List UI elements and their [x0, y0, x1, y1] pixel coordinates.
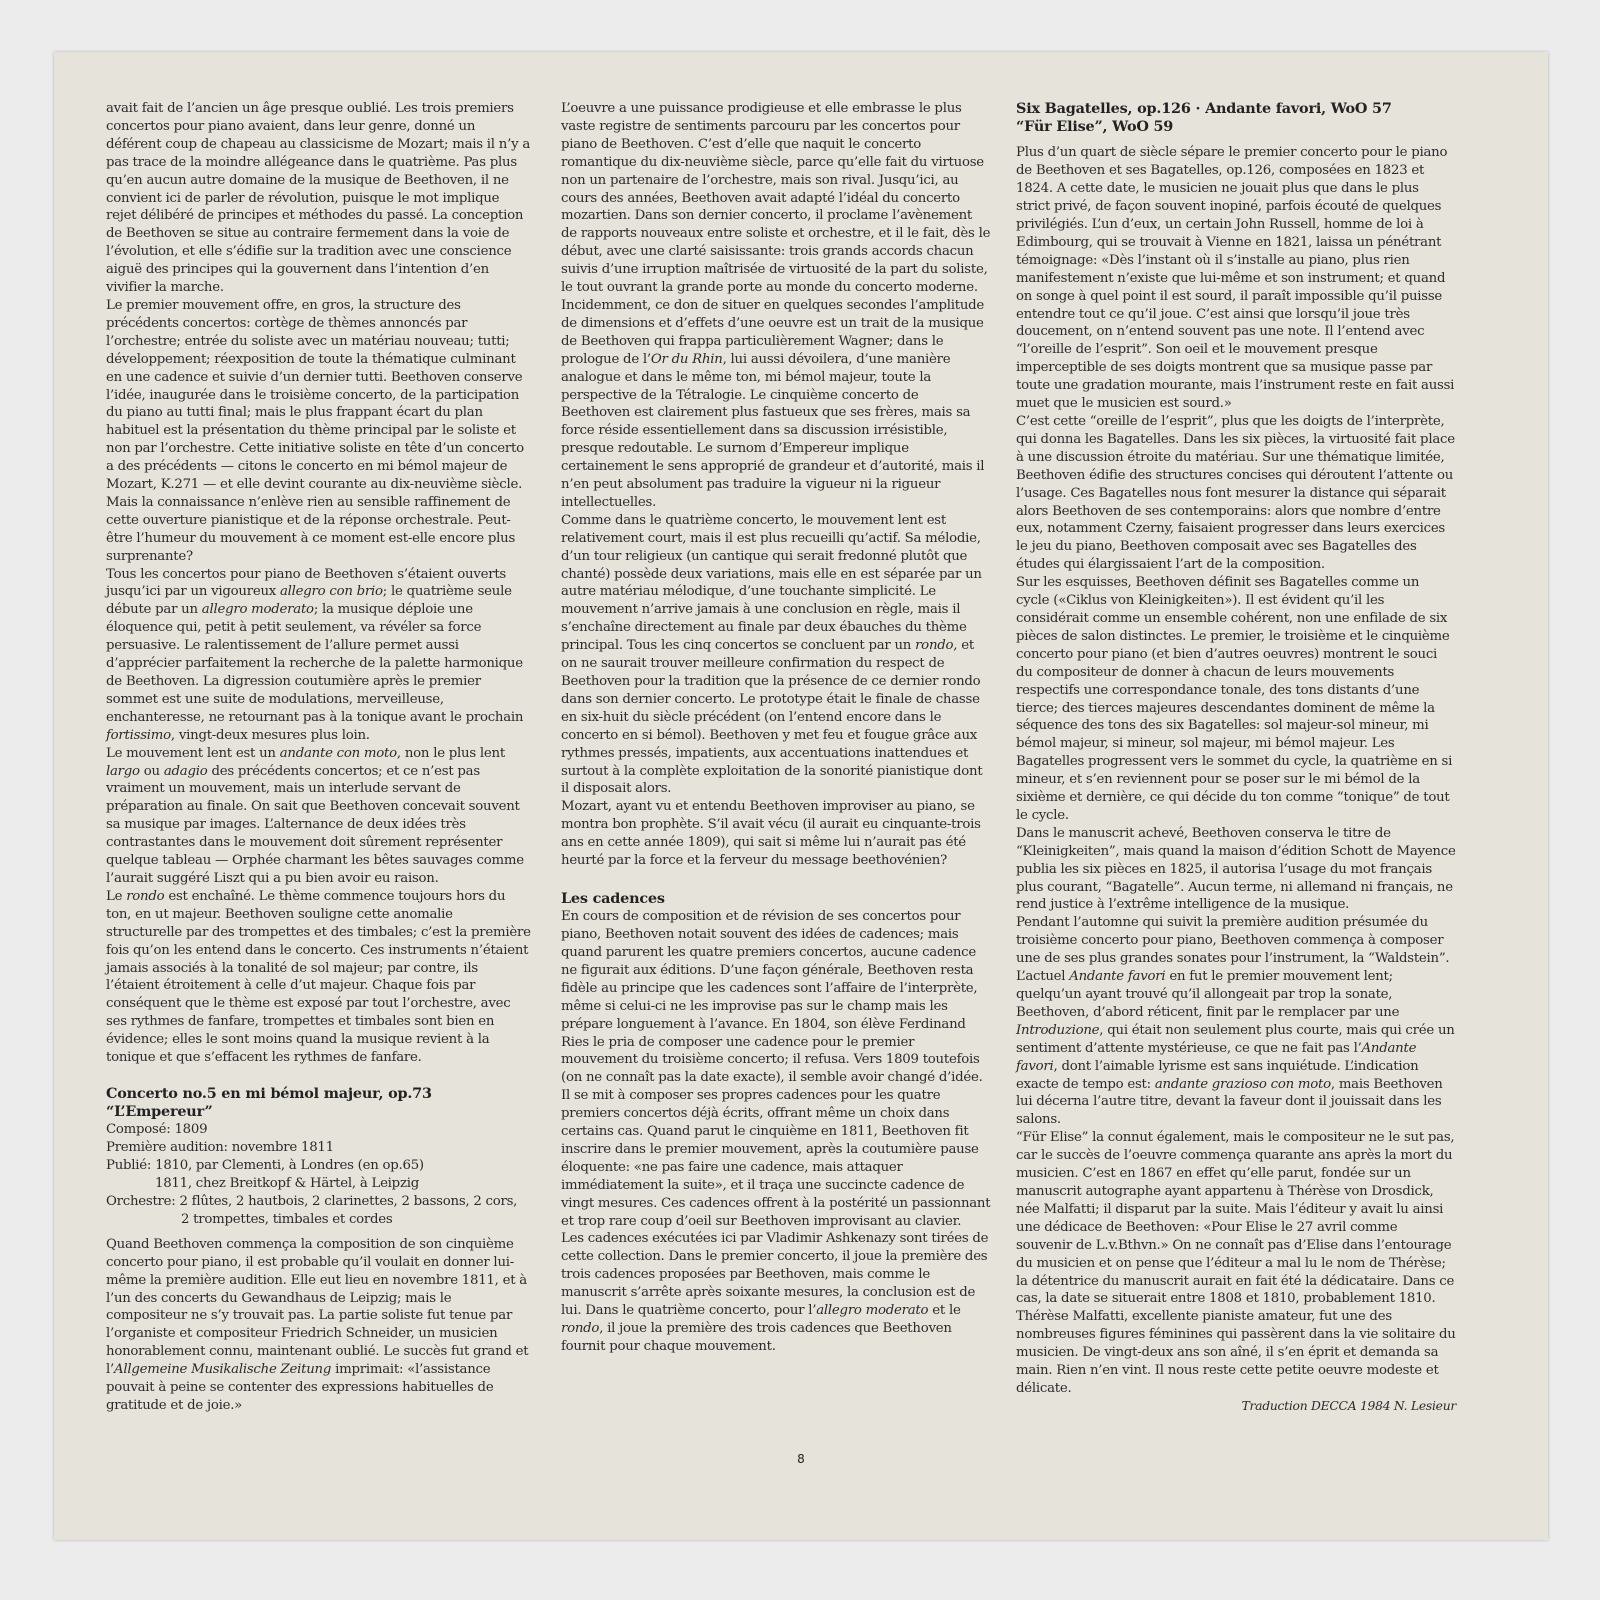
paragraph: Comme dans le quatrième concerto, le mouvement lent est relativement court, mais il est plus recueilli qu’actif. Sa mélodie, d’un tour religieux (un cantique qui serait fredonné plutôt que chanté) possède deux variations, mais elle en est séparée par un autre matériau mélodique, d’une touchante simplicité. Le mouvement n’arrive jamais à une conclusion en règle, mais il s’enchaîne directement au finale par deux ébauches du thème principal. Tous les cinq concertos se concluent par un rondo, et on ne saurait trouver meilleure confirmation du respect de Beethoven pour la tradition que la présence de ce dernier rondo dans son dernier concerto. Le prototype était le finale de chasse en six-huit du siècle précédent (on l’entend encore dans le concerto en si bémol). Beethoven y met feu et fougue grâce aux rythmes pressés, impatients, aux accentuations inattendues et surtout à la complète exploitation de la sonorité pianistique dont il disposait alors. — [561, 512, 983, 797]
paragraph: Tous les concertos pour piano de Beethoven s’étaient ouverts jusqu’ici par un vigoureux allegro con brio; le quatrième seule débute par un allegro moderato; la musique déploie une éloquence qui, petit à petit seulement, va révéler sa force persuasive. Le ralentissement de l’allure permet aussi d’apprécier parfaitement la recherche de la palette harmonique de Beethoven. La digression coutumière après le premier sommet est une suite de modulations, merveilleuse, enchanteresse, ne retournant pas à la tonique avant le prochain fortissimo, vingt-deux mesures plus loin. — [106, 566, 524, 743]
paragraph: Le rondo est enchaîné. Le thème commence toujours hors du ton, en ut majeur. Beethoven souligne cette anomalie structurelle par des trompettes et des timbales; c’est la première fois qu’on les entend dans le concerto. Ces instruments n’étaient jamais associés à la tonalité de sol majeur; par contre, ils l’étaient étroitement à celle d’ut majeur. Chaque fois par conséquent que le thème est exposé par tout l’orchestre, avec ses rythmes de fanfare, trompettes et timbales sont bien en évidence; elles le sont moins quand la musique revient à la tonique et que s’effacent les rythmes de fanfare. — [106, 888, 531, 1066]
page-number: 8 — [797, 1452, 805, 1466]
paragraph: En cours de composition et de révision de ses concertos pour piano, Beethoven notait souvent des idées de cadences; mais quand parurent les quatre premiers concertos, aucune cadence ne figurait aux éditions. D’une façon générale, Beethoven resta fidèle au principe que les cadences sont l’affaire de l’interprète, même si celui-ci ne les improvise pas sur le champ mais les prépare longuement à l’avance. En 1804, son élève Ferdinand Ries le pria de composer une cadence pour le premier mouvement du troisième concerto; il refusa. Vers 1809 toutefois (on ne connaît pas la date exacte), il semble avoir changé d’idée. Il se mit à composer ses propres cadences pour les quatre premiers concertos déjà écrits, offrant même un choix dans certains cas. Quand parut le cinquième en 1811, Beethoven fit inscrire dans le premier mouvement, après la coutumière pause éloquente: «ne pas faire une cadence, mais attaquer immédiatement la suite», et il traça une succincte cadence de vingt mesures. Ces cadences offrent à la postérité un passionnant et trop rare coup d’oeil sur Beethoven improvisant au clavier. — [561, 909, 991, 1229]
column-right — [1016, 100, 1456, 1416]
column-middle — [561, 100, 991, 1356]
paragraph: Plus d’un quart de siècle sépare le premier concerto pour le piano de Beethoven et ses Bagatelles, op.126, composées en 1823 et 1824. A cette date, le musicien ne jouait plus que dans le plus strict privé, de façon souvent inopiné, parfois écouté de quelques privilégiés. L’un d’eux, un certain John Russell, homme de loi à Edimbourg, qui se trouvait à Vienne en 1821, laissa un pénétrant témoignage: «Dès l’instant où il s’installe au piano, plus rien manifestement n’existe que lui-même et son instrument; et quand on songe à quel point il est sourd, il paraît impossible qu’il puisse entendre tout ce qu’il joue. C’est ainsi que lorsqu’il joue très doucement, on n’entend souvent pas une note. Il l’entend avec “l’oreille de l’esprit”. Son oeil et le mouvement presque imperceptible de ses doigts montrent que sa musique passe par toute une gradation mourante, mais l’instrument reste en fait aussi muet que le musicien est sourd.» — [1016, 145, 1455, 412]
paragraph: L’oeuvre a une puissance prodigieuse et elle embrasse le plus vaste registre de sentiments parcouru par les concertos pour piano de Beethoven. C’est d’elle que naquit le concerto romantique du dix-neuvième siècle, parce qu’elle fait du virtuose non un partenaire de l’orchestre, mais son rival. Jusqu’ici, au cours des années, Beethoven avait adapté l’idéal du concerto mozartien. Dans son dernier concerto, il proclame l’avènement de rapports nouveaux entre soliste et orchestre, et il le fait, dès le début, avec une clarté saisissante: trois grands accords chacun suivis d’une irruption maîtrisée de virtuosité de la part du soliste, le tout ouvrant la grande porte au monde du concerto moderne. Incidemment, ce don de situer en quelques secondes l’amplitude de dimensions et d’effets d’une oeuvre est un trait de la musique de Beethoven qui frappa particulièrement Wagner; dans le prologue de l’Or du Rhin, lui aussi dévoilera, d’une manière analogue et dans le même ton, mi bémol majeur, toute la perspective de la Tétralogie. Le cinquième concerto de Beethoven est clairement plus fastueux que ses frères, mais sa force réside essentiellement dans sa discussion irrésistible, presque redoutable. Le surnom d’Empereur implique certainement le sens approprié de grandeur et d’autorité, mais il n’en peut absolument pas traduire la vigueur ni la rigueur intellectuelles. — [561, 101, 991, 510]
paragraph: Dans le manuscrit achevé, Beethoven conserva le titre de “Kleinigkeiten”, mais quand la maison d’édition Schott de Mayence publia les six pièces en 1825, il autorisa l’usage du mot français plus courant, “Bagatelle”. Aucun terme, ni allemand ni français, ne rend justice à l’extrême intelligence de la musique. — [1016, 825, 1456, 913]
translation-credit: Traduction DECCA 1984 N. Lesieur — [1241, 1398, 1456, 1413]
section-heading-bagatelles: Six Bagatelles, op.126 · Andante favori, WoO 57 “Für Elise”, WoO 59 — [1016, 100, 1392, 136]
paragraph: “Für Elise” la connut également, mais le compositeur ne le sut pas, car le succès de l’oeuvre commença quarante ans après la mort du musicien. C’est en 1867 en effet qu’elle parut, fondée sur un manuscrit autographe ayant appartenu à Thérèse von Drosdick, née Malfatti; il disparut par la suite. Mais l’éditeur y avait lu ainsi une dédicace de Beethoven: «Pour Elise le 27 avril comme souvenir de L.v.Bthvn.» On ne connaît pas d’Elise dans l’entourage du musicien et on pense que l’éditeur a mal lu le nom de Thérèse; la détentrice du manuscrit aurait en fait été la dédicataire. Dans ce cas, la date se situerait entre 1808 et 1810, probablement 1810. Thérèse Malfatti, excellente pianiste amateur, fut une des nombreuses figures féminines qui passèrent dans la vie solitaire du musicien. De vingt-deux ans son aîné, il s’en éprit et demanda sa main. Rien n’en vint. Il nous reste cette petite oeuvre modeste et délicate. — [1016, 1130, 1456, 1396]
paragraph: avait fait de l’ancien un âge presque oublié. Les trois premiers concertos pour piano avaient, dans leur genre, donné un déférent coup de chapeau au classicisme de Mozart; mais il n’y a pas trace de la moindre allégeance dans le quatrième. Pas plus qu’en aucun autre domaine de la musique de Beethoven, il ne convient ici de parler de révolution, puisque le mot implique rejet délibéré de principes et méthodes du passé. La conception de Beethoven se situe au contraire fermement dans la voie de l’évolution, et elle s’édifie sur la tradition avec une conscience aiguë des principes qui la gouvernent dans l’intention d’en vivifier la marche. — [106, 101, 530, 296]
paragraph: Les cadences exécutées ici par Vladimir Ashkenazy sont tirées de cette collection. Dans le premier concerto, il joue la première des trois cadences proposées par Beethoven, mais comme le manuscrit s’arrête après soixante mesures, la conclusion est de lui. Dans le quatrième concerto, pour l’allegro moderato et le rondo, il joue la première des trois cadences que Beethoven fournit pour chaque mouvement. — [561, 1231, 989, 1354]
paragraph: Le premier mouvement offre, en gros, la structure des précédents concertos: cortège de thèmes annoncés par l’orchestre; entrée du soliste avec un matériau nouveau; tutti; développement; réexposition de toute la thématique culminant en une cadence et suivie d’un dernier tutti. Beethoven conserve l’idée, inaugurée dans le troisième concerto, de la participation du piano au tutti final; mais le plus frappant écart du plan habituel est la présentation du thème principal par le soliste et non par l’orchestre. Cette initiative soliste en tête d’un concerto a des précédents — citons le concerto en mi bémol majeur de Mozart, K.271 — et elle devint courante au dix-neuvième siècle. Mais la connaissance n’enlève rien au sensible raffinement de cette ouverture pianistique et de la réponse orchestrale. Peut-être l’humeur du mouvement à ce moment est-elle encore plus surprenante? — [106, 297, 524, 564]
paragraph: Pendant l’automne qui suivit la première audition présumée du troisième concerto pour piano, Beethoven commença à composer une de ses plus grandes sonates pour l’instrument, la “Waldstein”. L’actuel Andante favori en fut le premier mouvement lent; quelqu’un ayant trouvé qu’il allongeait par trop la sonate, Beethoven, d’abord réticent, finit par le remplacer par une Introduzione, qui était non seulement plus courte, mais qui crée un sentiment d’attente mystérieuse, ce que ne fait pas l’Andante favori, dont l’aimable lyrisme est sans inquiétude. L’indication exacte de tempo est: andante grazioso con moto, mais Beethoven lui décerna l’autre titre, devant la faveur dont il jouissait dans les salons. — [1016, 915, 1455, 1128]
section-heading-cadences: Les cadences — [561, 889, 665, 907]
work-facts: Composé: 1809 Première audition: novembre 1811 Publié: 1810, par Clementi, à Londres (en op.65) 1811, chez Breitkopf & Härtel, à Leipzig Orchestre: 2 flûtes, 2 hautbois, 2 clarinettes, 2 bassons, 2 cors, 2 trompettes, timbales et cordes — [106, 1122, 518, 1227]
section-heading-concerto: Concerto no.5 en mi bémol majeur, op.73 “L’Empereur” — [106, 1084, 432, 1121]
column-left — [106, 100, 531, 1415]
paragraph: Quand Beethoven commença la composition de son cinquième concerto pour piano, il est probable qu’il voulait en donner lui-même la première audition. Elle eut lieu en novembre 1811, et à l’un des concerts du Gewandhaus de Leipzig; mais le compositeur ne s’y trouvait pas. La partie soliste fut tenue par l’organiste et compositeur Friedrich Schneider, un musicien honorablement connu, maintenant oublié. Le succès fut grand et l’Allgemeine Musikalische Zeitung imprimait: «l’assistance pouvait à peine se contenter des expressions habituelles de gratitude et de joie.» — [106, 1236, 529, 1413]
booklet-page — [54, 52, 1548, 1540]
paragraph: Mozart, ayant vu et entendu Beethoven improviser au piano, se montra bon prophète. S’il avait vécu (il aurait eu cinquante-trois ans en cette année 1809), qui sait si même lui n’aurait pas été heurté par la force et la ferveur du message beethovénien? — [561, 799, 981, 869]
paragraph: Sur les esquisses, Beethoven définit ses Bagatelles comme un cycle («Ciklus von Kleinigkeiten»). Il est évident qu’il les considérait comme un ensemble cohérent, non une enfilade de six pièces de salon distinctes. Le premier, le troisième et le cinquième concerto pour piano (et bien d’autres oeuvres) montrent le souci du compositeur de donner à chacun de leurs mouvements respectifs une correspondance tonale, des tons distants d’une tierce; des tierces majeures descendantes dominent de même la séquence des tons des six Bagatelles: sol majeur-sol mineur, mi bémol majeur, si mineur, sol majeur, mi bémol majeur. Les Bagatelles progressent vers le sommet du cycle, la quatrième en si mineur, et s’en reviennent pour se poser sur le mi bémol de la sixième et dernière, ce qui décide du ton comme “tonique” de tout le cycle. — [1016, 575, 1453, 823]
paragraph: C’est cette “oreille de l’esprit”, plus que les doigts de l’interprète, qui donna les Bagatelles. Dans les six pièces, la virtuosité fait place à une discussion étroite du matériau. Sur une thématique limitée, Beethoven édifie des structures concises qui déroutent l’attente ou l’usage. Ces Bagatelles nous font mesurer la distance qui séparait alors Beethoven de ses contemporains: alors que nombre d’entre eux, notamment Czerny, faisaient progresser dans leurs exercices le jeu du piano, Beethoven composait avec ses Bagatelles des études qui élargissaient l’art de la composition. — [1016, 414, 1455, 573]
paragraph: Le mouvement lent est un andante con moto, non le plus lent largo ou adagio des précédents concertos; et ce n’est pas vraiment un mouvement, mais un interlude servant de préparation au finale. On sait que Beethoven concevait souvent sa musique par images. L’alternance de deux idées très contrastantes dans le mouvement doit sûrement représenter quelque tableau — Orphée charmant les bêtes sauvages comme l’aurait suggéré Liszt qui a pu bien avoir eu raison. — [106, 745, 524, 886]
